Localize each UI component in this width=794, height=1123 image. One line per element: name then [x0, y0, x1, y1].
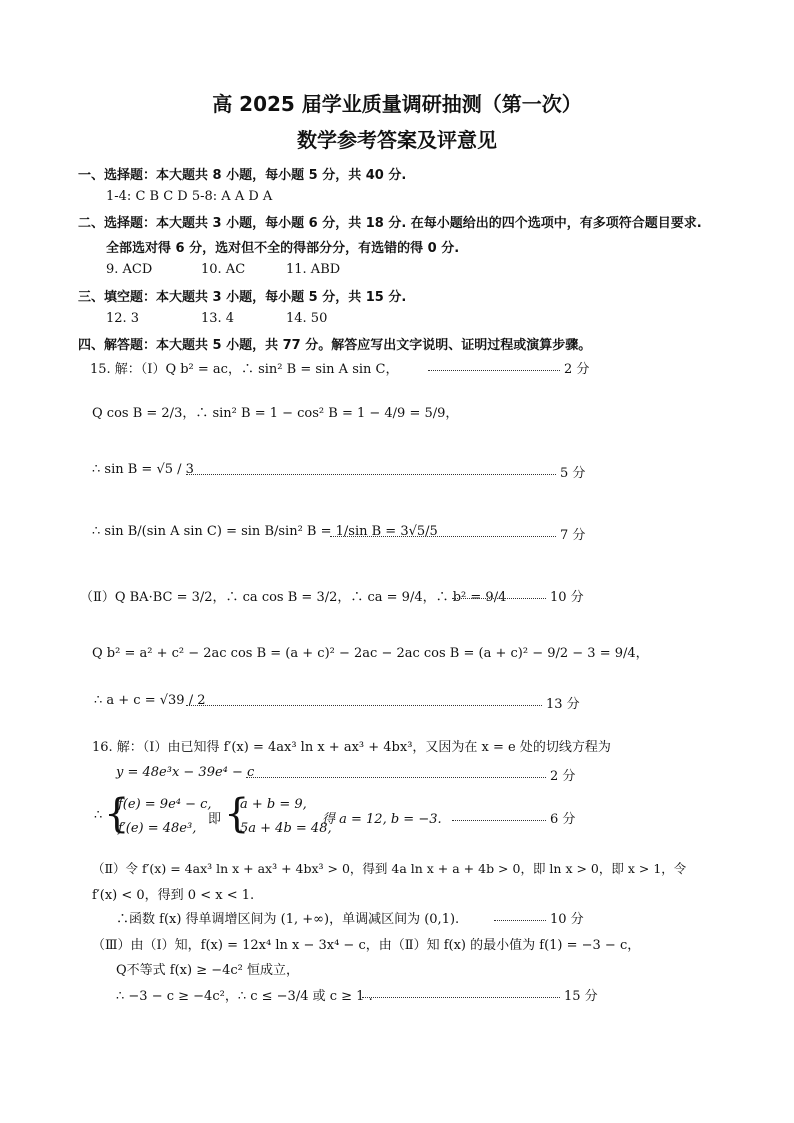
q16-line6: ∴函数 f(x) 得单调增区间为 (1, +∞)，单调减区间为 (0,1).	[116, 912, 460, 927]
q15-line5: （Ⅱ）Q BA·BC = 3/2，∴ ca cos B = 3/2，∴ ca = 9/4，∴ b² = 9/4	[80, 590, 507, 605]
q16-line1: 16. 解：（Ⅰ）由已知得 f′(x) = 4ax³ ln x + ax³ + 4bx³，又因为在 x = e 处的切线方程为	[92, 740, 611, 755]
q16-system-b2: 5a + 4b = 48,	[240, 821, 332, 836]
q15-line6: Q b² = a² + c² − 2ac cos B = (a + c)² − 2ac − 2ac cos B = (a + c)² − 9/2 − 3 = 9/4，	[92, 646, 649, 661]
dot-leader	[452, 598, 546, 599]
dot-leader	[494, 920, 546, 921]
q16-score3: 6 分	[550, 812, 576, 827]
answer-12: 12. 3	[106, 311, 140, 326]
dot-leader	[246, 777, 546, 778]
section3-heading: 三、填空题：本大题共 3 小题，每小题 5 分，共 15 分.	[78, 290, 407, 305]
answer-13: 13. 4	[201, 311, 235, 326]
q16-line7: （Ⅲ）由（Ⅰ）知，f(x) = 12x⁴ ln x − 3x⁴ − c，由（Ⅱ）知 f(x) 的最小值为 f(1) = −3 − c，	[92, 938, 641, 953]
q15-score7: 13 分	[546, 697, 580, 712]
q15-score1: 2 分	[564, 362, 590, 377]
q16-line2: y = 48e³x − 39e⁴ − c	[116, 765, 255, 780]
section2-note: 全部选对得 6 分，选对但不全的得部分分，有选错的得 0 分.	[106, 241, 460, 256]
section1-heading: 一、选择题：本大题共 8 小题，每小题 5 分，共 40 分.	[78, 168, 407, 183]
q15-line3: ∴ sin B = √5 / 3	[92, 462, 194, 477]
q16-system-b1: a + b = 9,	[240, 797, 307, 812]
answer-14: 14. 50	[286, 311, 328, 326]
page-subtitle: 数学参考答案及评意见	[297, 128, 497, 152]
dot-leader	[186, 474, 556, 475]
section2-heading: 二、选择题：本大题共 3 小题，每小题 6 分，共 18 分. 在每小题给出的四个选项中，有多项符合题目要求.	[78, 216, 702, 231]
q15-line7: ∴ a + c = √39 / 2	[94, 693, 206, 708]
q15-score4: 7 分	[560, 528, 586, 543]
q15-score3: 5 分	[560, 466, 586, 481]
q16-system-a2: f′(e) = 48e³,	[118, 821, 197, 836]
therefore-symbol: ∴	[94, 808, 103, 823]
dot-leader	[362, 997, 560, 998]
q15-line4: ∴ sin B/(sin A sin C) = sin B/sin² B = 1/sin B = 3√5/5	[92, 524, 438, 539]
q16-system-result: 得 a = 12, b = −3.	[322, 812, 442, 827]
answer-10: 10. AC	[201, 262, 246, 277]
section1-answers: 1-4: C B C D 5-8: A A D A	[106, 189, 273, 204]
q16-score9: 15 分	[564, 989, 598, 1004]
q15-score5: 10 分	[550, 590, 584, 605]
q15-line2: Q cos B = 2/3，∴ sin² B = 1 − cos² B = 1 − 4/9 = 5/9，	[92, 406, 459, 421]
q16-line5: f′(x) < 0，得到 0 < x < 1.	[92, 888, 255, 903]
dot-leader	[186, 705, 542, 706]
q15-line1: 15. 解：（Ⅰ）Q b² = ac，∴ sin² B = sin A sin C，	[90, 362, 399, 377]
page-title: 高 2025 届学业质量调研抽测（第一次）	[212, 92, 582, 116]
q16-line4: （Ⅱ）令 f′(x) = 4ax³ ln x + ax³ + 4bx³ > 0，得到 4a ln x + a + 4b > 0，即 ln x > 0，即 x > 1，令	[92, 861, 687, 876]
answer-9: 9. ACD	[106, 262, 153, 277]
q16-score2: 2 分	[550, 769, 576, 784]
q16-line9: ∴ −3 − c ≥ −4c²，∴ c ≤ −3/4 或 c ≥ 1 .	[116, 989, 373, 1004]
dot-leader	[428, 370, 560, 371]
left-brace: {	[104, 791, 130, 837]
q16-line8: Q不等式 f(x) ≥ −4c² 恒成立，	[116, 963, 300, 978]
section4-heading: 四、解答题：本大题共 5 小题，共 77 分。解答应写出文字说明、证明过程或演算步骤。	[78, 338, 592, 353]
answer-11: 11. ABD	[286, 262, 341, 277]
q16-system-mid: 即	[208, 812, 222, 827]
left-brace: {	[224, 791, 250, 837]
dot-leader	[452, 820, 546, 821]
q16-system-a1: f(e) = 9e⁴ − c,	[118, 797, 212, 812]
dot-leader	[330, 536, 556, 537]
q16-score6: 10 分	[550, 912, 584, 927]
